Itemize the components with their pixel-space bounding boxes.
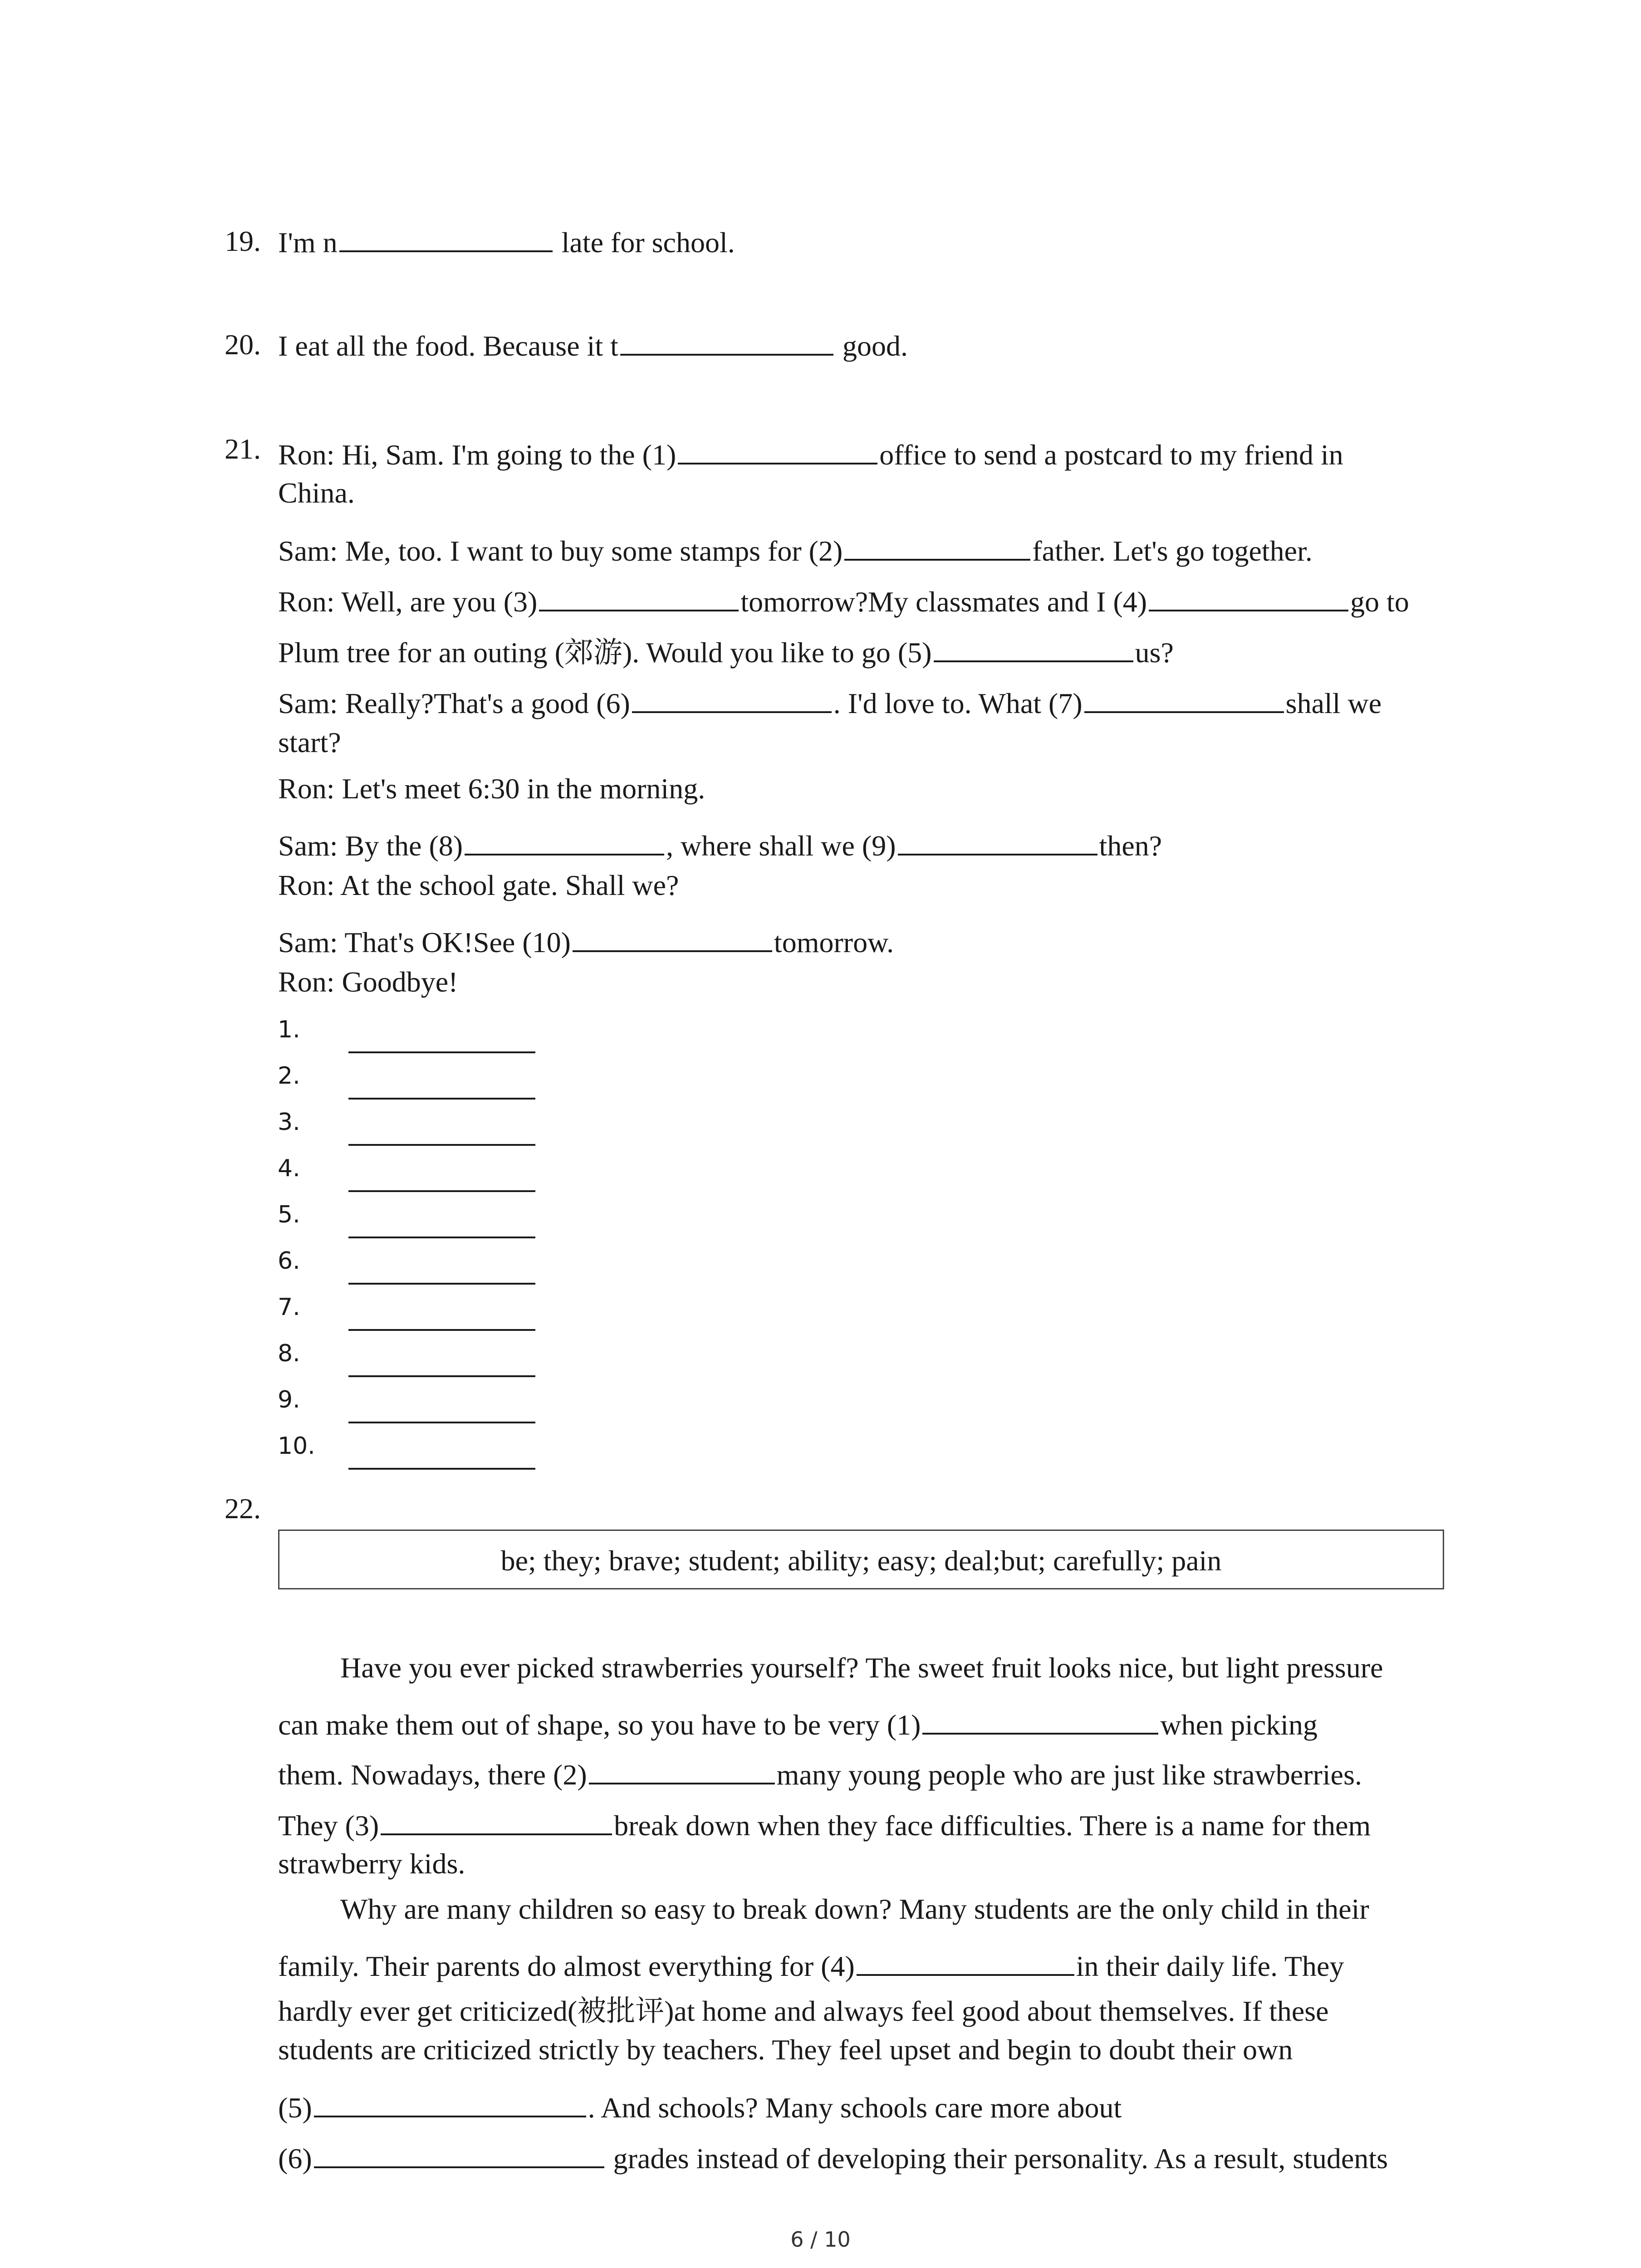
answer-blank[interactable]: [1084, 679, 1284, 713]
dialogue-text: tomorrow.: [774, 926, 894, 958]
answer-blank[interactable]: [314, 2084, 586, 2117]
dialogue-text: Sam: Me, too. I want to buy some stamps for (2): [278, 535, 843, 567]
dialogue-text: Sam: Really?That's a good (6): [278, 687, 630, 719]
answer-number: 8.: [278, 1340, 300, 1367]
answer-line[interactable]: [348, 1190, 535, 1192]
question-text-part: I eat all the food. Because it t: [278, 330, 618, 362]
passage-text: . And schools? Many schools care more about: [588, 2092, 1122, 2124]
passage-line: [278, 1802, 1371, 1843]
dialogue-text: go to: [1350, 586, 1409, 618]
passage-text: them. Nowadays, there (2): [278, 1759, 587, 1791]
passage-text: grades instead of developing their personality. As a result, students: [606, 2142, 1388, 2175]
question-number: 20.: [225, 328, 261, 361]
word-bank-box: be; they; brave; student; ability; easy; deal;but; carefully; pain: [278, 1530, 1444, 1589]
answer-number: 6.: [278, 1247, 300, 1275]
dialogue-line: Ron: Let's meet 6:30 in the morning.: [278, 772, 705, 805]
answer-blank[interactable]: [632, 679, 832, 713]
answer-line[interactable]: [348, 1098, 535, 1100]
dialogue-text: Sam: That's OK!See (10): [278, 926, 571, 958]
answer-blank[interactable]: [381, 1802, 612, 1835]
passage-text: can make them out of shape, so you have to be very (1): [278, 1709, 921, 1741]
question-number: 22.: [225, 1492, 261, 1525]
answer-blank[interactable]: [539, 578, 739, 611]
dialogue-line: [278, 822, 1162, 863]
answer-blank[interactable]: [465, 822, 664, 855]
answer-line[interactable]: [348, 1468, 535, 1470]
dialogue-text: Ron: Well, are you (3): [278, 586, 538, 618]
answer-blank[interactable]: [339, 219, 553, 252]
dialogue-line: China.: [278, 477, 355, 509]
dialogue-text: tomorrow?My classmates and I (4): [740, 586, 1147, 618]
dialogue-text: Plum tree for an outing (郊游). Would you like to go (5): [278, 636, 932, 669]
dialogue-text: Sam: By the (8): [278, 830, 463, 862]
dialogue-text: then?: [1099, 830, 1162, 862]
passage-line: [278, 2135, 1388, 2175]
answer-blank[interactable]: [898, 822, 1097, 855]
passage-line: [278, 1701, 1318, 1742]
dialogue-line: [278, 527, 1313, 568]
dialogue-text: office to send a postcard to my friend in: [879, 439, 1343, 471]
answer-line[interactable]: [348, 1051, 535, 1053]
dialogue-text: father. Let's go together.: [1032, 535, 1313, 567]
answer-line[interactable]: [348, 1422, 535, 1423]
question-text-part: late for school.: [554, 226, 735, 259]
answer-blank[interactable]: [589, 1751, 775, 1784]
answer-line[interactable]: [348, 1375, 535, 1377]
question-number: 19.: [225, 225, 261, 257]
answer-blank[interactable]: [1149, 578, 1348, 611]
answer-line[interactable]: [348, 1329, 535, 1331]
answer-blank[interactable]: [844, 527, 1030, 561]
dialogue-text: , where shall we (9): [666, 830, 896, 862]
dialogue-text: us?: [1135, 636, 1174, 669]
passage-line: Have you ever picked strawberries yourself? The sweet fruit looks nice, but light pressure: [340, 1652, 1383, 1684]
passage-text: when picking: [1160, 1709, 1318, 1741]
passage-text: break down when they face difficulties. There is a name for them: [614, 1809, 1371, 1842]
page-number: 6 / 10: [790, 2227, 851, 2252]
dialogue-text: . I'd love to. What (7): [833, 687, 1083, 719]
question-text: [278, 219, 735, 265]
question-number: 21.: [225, 433, 261, 465]
passage-line: strawberry kids.: [278, 1848, 465, 1880]
passage-line: [278, 2084, 1122, 2125]
passage-line: hardly ever get criticized(被批评)at home and always feel good about themselves. If these: [278, 1995, 1329, 2027]
answer-blank[interactable]: [678, 431, 877, 464]
passage-line: [278, 1942, 1344, 1983]
answer-blank[interactable]: [573, 919, 772, 952]
answer-number: 3.: [278, 1109, 300, 1136]
dialogue-line: Ron: At the school gate. Shall we?: [278, 869, 679, 901]
answer-number: 1.: [278, 1016, 300, 1043]
answer-number: 9.: [278, 1386, 300, 1413]
dialogue-line: Ron: Goodbye!: [278, 966, 458, 998]
dialogue-line: [278, 679, 1381, 720]
question-text: [278, 322, 908, 369]
passage-text: They (3): [278, 1809, 379, 1842]
dialogue-text: shall we: [1285, 687, 1382, 719]
answer-line[interactable]: [348, 1144, 535, 1146]
answer-number: 10.: [278, 1432, 315, 1460]
answer-number: 4.: [278, 1155, 300, 1182]
passage-text: (6): [278, 2142, 312, 2175]
answer-blank[interactable]: [922, 1701, 1158, 1735]
question-text-part: good.: [835, 330, 908, 362]
answer-line[interactable]: [348, 1237, 535, 1238]
dialogue-line: start?: [278, 726, 341, 758]
passage-text: many young people who are just like strawberries.: [776, 1759, 1362, 1791]
answer-number: 2.: [278, 1062, 300, 1090]
question-text-part: I'm n: [278, 226, 338, 259]
passage-line: [278, 1751, 1362, 1792]
passage-line: students are criticized strictly by teachers. They feel upset and begin to doubt their own: [278, 2033, 1293, 2066]
answer-number: 5.: [278, 1201, 300, 1228]
passage-line: Why are many children so easy to break down? Many students are the only child in their: [340, 1893, 1369, 1925]
answer-blank[interactable]: [620, 322, 833, 356]
answer-number: 7.: [278, 1294, 300, 1321]
dialogue-line: [278, 578, 1409, 619]
dialogue-text: Ron: Hi, Sam. I'm going to the (1): [278, 439, 676, 471]
answer-blank[interactable]: [934, 629, 1133, 662]
dialogue-line: [278, 919, 894, 959]
answer-blank[interactable]: [314, 2135, 604, 2168]
answer-blank[interactable]: [857, 1942, 1074, 1976]
passage-text: family. Their parents do almost everything for (4): [278, 1950, 855, 1982]
passage-text: in their daily life. They: [1076, 1950, 1344, 1982]
passage-text: (5): [278, 2092, 312, 2124]
dialogue-line: [278, 629, 1174, 671]
answer-line[interactable]: [348, 1283, 535, 1285]
dialogue-line: [278, 431, 1343, 472]
